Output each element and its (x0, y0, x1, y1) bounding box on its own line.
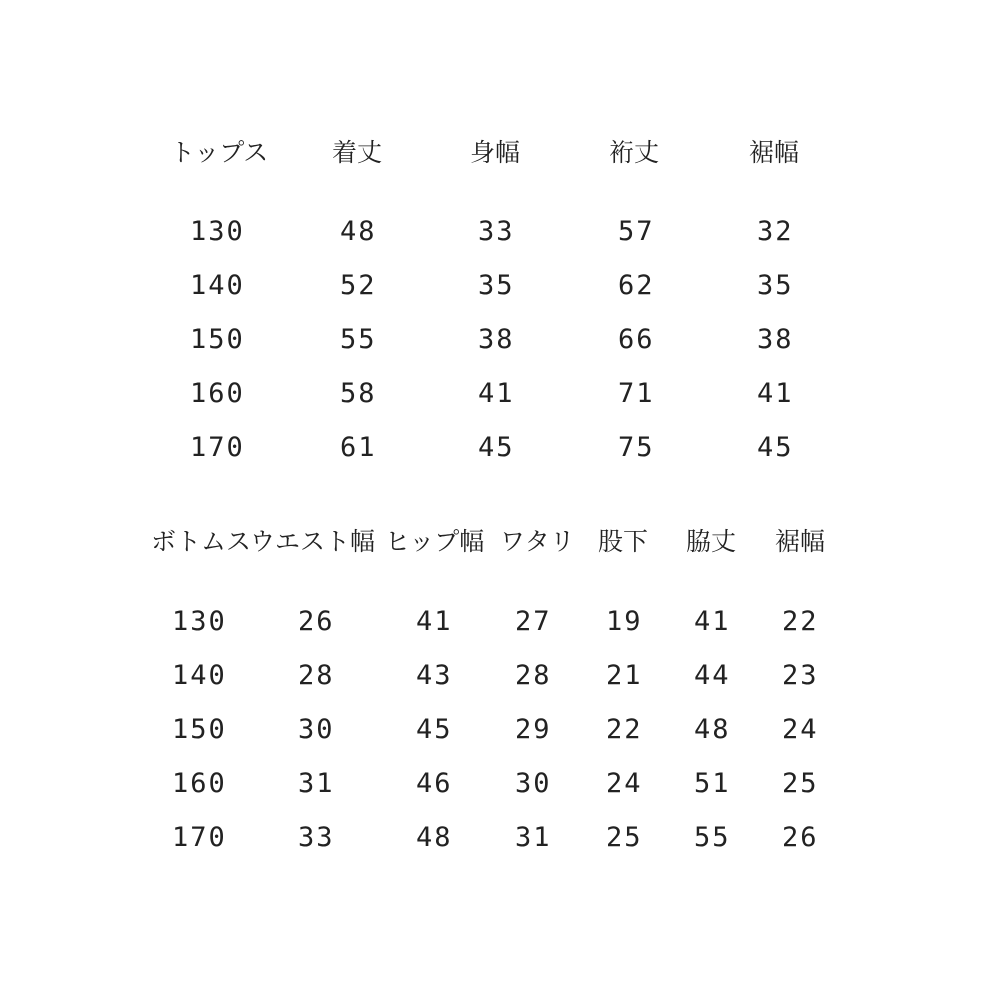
tops-cell: 41 (478, 378, 515, 409)
bottoms-cell: 27 (515, 606, 552, 637)
bottoms-cell: 44 (694, 660, 731, 691)
bottoms-cell: 28 (515, 660, 552, 691)
bottoms-cell: 22 (606, 714, 643, 745)
bottoms-cell: 130 (172, 606, 227, 637)
tops-cell: 35 (478, 270, 515, 301)
bottoms-cell: 33 (298, 822, 335, 853)
bottoms-header-1: ウエスト幅 (250, 527, 376, 556)
tops-cell: 130 (190, 216, 245, 247)
bottoms-cell: 29 (515, 714, 552, 745)
tops-cell: 66 (618, 324, 655, 355)
bottoms-cell: 46 (416, 768, 453, 799)
bottoms-header-0: ボトムス (151, 527, 252, 556)
tops-cell: 140 (190, 270, 245, 301)
bottoms-cell: 21 (606, 660, 643, 691)
bottoms-cell: 22 (782, 606, 819, 637)
tops-cell: 45 (757, 432, 794, 463)
tops-cell: 55 (340, 324, 377, 355)
bottoms-cell: 43 (416, 660, 453, 691)
bottoms-cell: 150 (172, 714, 227, 745)
bottoms-header-5: 脇丈 (686, 527, 737, 556)
bottoms-cell: 45 (416, 714, 453, 745)
tops-cell: 62 (618, 270, 655, 301)
tops-cell: 160 (190, 378, 245, 409)
tops-header-1: 着丈 (332, 138, 383, 167)
bottoms-cell: 55 (694, 822, 731, 853)
tops-cell: 45 (478, 432, 515, 463)
bottoms-cell: 30 (298, 714, 335, 745)
bottoms-cell: 28 (298, 660, 335, 691)
bottoms-cell: 170 (172, 822, 227, 853)
tops-cell: 41 (757, 378, 794, 409)
bottoms-cell: 26 (782, 822, 819, 853)
tops-cell: 71 (618, 378, 655, 409)
tops-header-0: トップス (170, 138, 269, 167)
tops-cell: 57 (618, 216, 655, 247)
bottoms-cell: 48 (416, 822, 453, 853)
bottoms-cell: 24 (606, 768, 643, 799)
bottoms-cell: 23 (782, 660, 819, 691)
bottoms-header-3: ワタリ (500, 527, 575, 556)
tops-cell: 38 (757, 324, 794, 355)
tops-cell: 52 (340, 270, 377, 301)
bottoms-cell: 160 (172, 768, 227, 799)
tops-header-3: 裄丈 (609, 138, 660, 167)
bottoms-cell: 51 (694, 768, 731, 799)
bottoms-cell: 19 (606, 606, 643, 637)
bottoms-cell: 26 (298, 606, 335, 637)
tops-cell: 170 (190, 432, 245, 463)
tops-cell: 38 (478, 324, 515, 355)
bottoms-cell: 25 (782, 768, 819, 799)
tops-cell: 61 (340, 432, 377, 463)
bottoms-header-2: ヒップ幅 (385, 527, 485, 556)
tops-cell: 35 (757, 270, 794, 301)
bottoms-cell: 24 (782, 714, 819, 745)
bottoms-cell: 31 (298, 768, 335, 799)
tops-cell: 33 (478, 216, 515, 247)
tops-cell: 32 (757, 216, 794, 247)
tops-cell: 150 (190, 324, 245, 355)
bottoms-header-6: 裾幅 (775, 527, 826, 556)
tops-cell: 48 (340, 216, 377, 247)
tops-cell: 58 (340, 378, 377, 409)
bottoms-cell: 30 (515, 768, 552, 799)
bottoms-cell: 25 (606, 822, 643, 853)
bottoms-header-4: 股下 (598, 527, 649, 556)
bottoms-cell: 41 (694, 606, 731, 637)
tops-cell: 75 (618, 432, 655, 463)
bottoms-cell: 48 (694, 714, 731, 745)
bottoms-cell: 41 (416, 606, 453, 637)
tops-header-2: 身幅 (470, 138, 521, 167)
bottoms-cell: 140 (172, 660, 227, 691)
bottoms-cell: 31 (515, 822, 552, 853)
tops-header-4: 裾幅 (749, 138, 800, 167)
